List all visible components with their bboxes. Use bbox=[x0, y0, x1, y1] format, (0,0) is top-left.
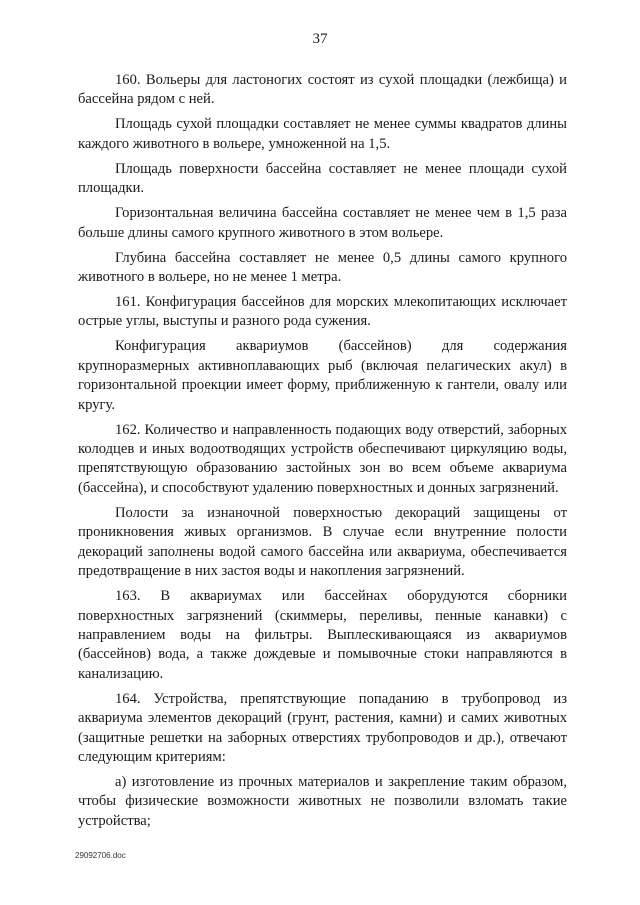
paragraph-164: 164. Устройства, препятствующие попаданию в трубопровод из аквариума элементов декораций (грунт, растения, камни) и самих животных (защитные решетки на заборных отверстиях трубопроводов и др.), отвечают следующим критериям: bbox=[78, 690, 567, 765]
paragraph-pool-surface: Площадь поверхности бассейна составляет не менее площади сухой площадки. bbox=[78, 160, 567, 197]
page-number: 37 bbox=[312, 31, 328, 47]
paragraph-aquarium-config: Конфигурация аквариумов (бассейнов) для содержания крупноразмерных активноплавающих рыб (включая пелагических акул) в горизонтальной проекции имеет форму, приближенную к гантели, овалу или кругу. bbox=[78, 338, 567, 413]
paragraph-decor-cavities: Полости за изнаночной поверхностью декораций защищены от проникновения живых организмов. В случае если внутренние полости декораций заполнены водой самого бассейна или аквариума, обеспечивается предотвращение в них застоя воды и накопления загрязнений. bbox=[78, 504, 567, 580]
paragraph-163: 163. В аквариумах или бассейнах оборудуются сборники поверхностных загрязнений (скиммеры, переливы, пенные канавки) с направлением воды на фильтры. Выплескивающаяся из аквариумов (бассейнов) вода, а также дождевые и помывочные стоки направляются в канализацию. bbox=[78, 588, 567, 682]
paragraph-162: 162. Количество и направленность подающих воду отверстий, заборных колодцев и иных водоотводящих устройств обеспечивают циркуляцию воды, препятствующую образованию застойных зон во всем объеме аквариума (бассейна), и способствуют удалению поверхностных и донных загрязнений. bbox=[78, 421, 567, 496]
paragraph-dry-area: Площадь сухой площадки составляет не менее суммы квадратов длины каждого животного в вольере, умноженной на 1,5. bbox=[78, 116, 567, 152]
paragraph-160: 160. Вольеры для ластоногих состоят из сухой площадки (лежбища) и бассейна рядом с ней. bbox=[78, 72, 567, 108]
paragraph-161: 161. Конфигурация бассейнов для морских млекопитающих исключает острые углы, выступы и разного рода сужения. bbox=[78, 294, 567, 330]
paragraph-pool-depth: Глубина бассейна составляет не менее 0,5 длины самого крупного животного в вольере, но не менее 1 метра. bbox=[78, 249, 567, 286]
file-name-footer: 29092706.doc bbox=[75, 851, 126, 860]
paragraph-164-a: а) изготовление из прочных материалов и закрепление таким образом, чтобы физические возможности животных не позволили взломать такие устройства; bbox=[78, 773, 567, 829]
paragraph-pool-width: Горизонтальная величина бассейна составляет не менее чем в 1,5 раза больше длины самого крупного животного в этом вольере. bbox=[78, 205, 567, 241]
document-body bbox=[78, 71, 567, 837]
